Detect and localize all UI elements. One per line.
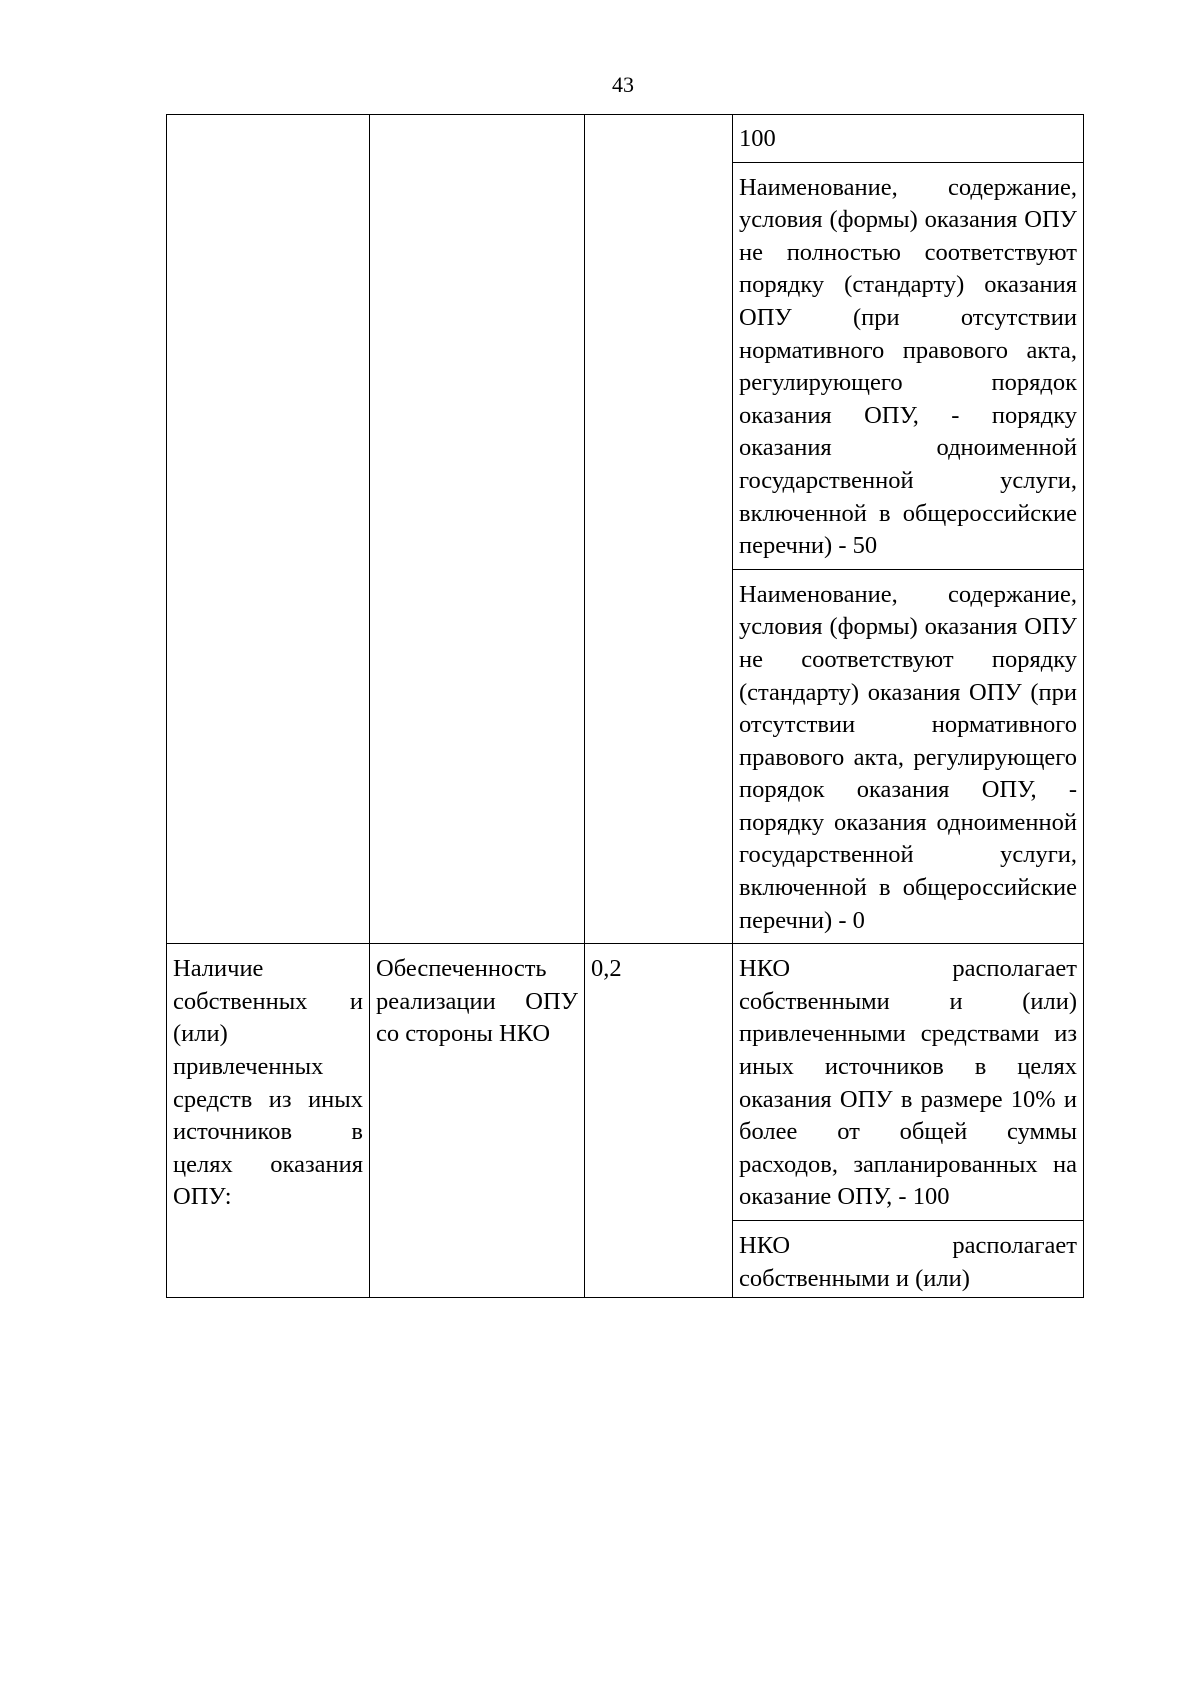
indicator-cell: Обеспеченность реализации ОПУ со стороны НКО <box>370 944 585 1298</box>
table-row <box>167 115 1084 163</box>
indicator-cell-empty <box>370 115 585 944</box>
criterion-cell-empty <box>167 115 370 944</box>
table-row <box>167 944 1084 1221</box>
criterion-cell: Наличие собственных и (или) привлеченных средств из иных источников в целях оказания ОПУ: <box>167 944 370 1298</box>
weight-cell-empty <box>585 115 733 944</box>
option-cell: Наименование, содержание, условия (формы) оказания ОПУ не соответствуют порядку (стандарту) оказания ОПУ (при отсутствии нормативного правового акта, регулирующего порядок оказания ОПУ, - порядку оказания одноименной государственной услуги, включенной в общероссийские перечни) - 0 <box>733 569 1084 944</box>
page-number: 43 <box>612 72 634 97</box>
option-cell: НКО располагает собственными и (или) привлеченными средствами из иных источников в целях оказания ОПУ в размере 10% и более от общей суммы расходов, запланированных на оказание ОПУ, - 100 <box>733 944 1084 1221</box>
option-cell: НКО располагает собственными и (или) <box>733 1221 1084 1298</box>
weight-cell: 0,2 <box>585 944 733 1298</box>
option-cell: Наименование, содержание, условия (формы) оказания ОПУ не полностью соответствуют порядку (стандарту) оказания ОПУ (при отсутствии нормативного правового акта, регулирующего порядок оказания ОПУ, - порядку оказания одноименной государственной услуги, включенной в общероссийские перечни) - 50 <box>733 162 1084 569</box>
option-cell: 100 <box>733 115 1084 163</box>
evaluation-criteria-table <box>166 114 1084 1298</box>
